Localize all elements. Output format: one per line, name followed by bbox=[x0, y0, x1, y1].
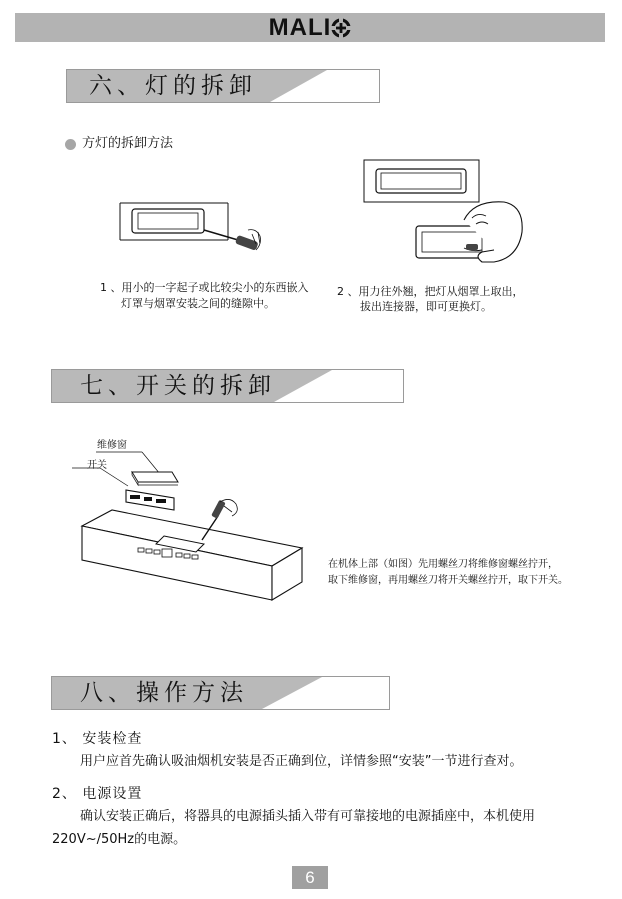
item-2-heading: 2、 电源设置 bbox=[52, 786, 143, 802]
item-2-text-line-2: 220V~/50Hz的电源。 bbox=[52, 832, 187, 847]
header-bar bbox=[15, 13, 605, 42]
section-eight-title: 八、操作方法 bbox=[80, 680, 248, 706]
switch-desc-line-2: 取下维修窗，再用螺丝刀将开关螺丝拧开，取下开关。 bbox=[328, 575, 568, 586]
cross-circle-logo-icon bbox=[331, 18, 351, 38]
lamp-removal-illustration bbox=[364, 158, 529, 270]
switch-desc-line-1: 在机体上部（如图）先用螺丝刀将维修窗螺丝拧开， bbox=[328, 559, 558, 570]
bullet-dot-icon bbox=[65, 139, 76, 150]
section-six-header bbox=[66, 69, 380, 103]
section-eight-header bbox=[51, 676, 390, 710]
label-switch: 开关 bbox=[87, 460, 107, 471]
step-1-line-1: 1 、用小的一字起子或比较尖小的东西嵌入 bbox=[100, 281, 309, 294]
section-seven-header bbox=[51, 369, 404, 403]
step-1-line-2: 灯罩与烟罩安装之间的缝隙中。 bbox=[121, 297, 275, 310]
item-1-text: 用户应首先确认吸油烟机安装是否正确到位，详情参照“安装”一节进行查对。 bbox=[80, 754, 523, 769]
section-seven-title: 七、开关的拆卸 bbox=[80, 373, 276, 399]
lamp-pry-illustration bbox=[118, 200, 268, 250]
section-six-subtitle: 方灯的拆卸方法 bbox=[82, 136, 174, 151]
page-number: 6 bbox=[292, 866, 328, 889]
step-2-line-2: 拔出连接器，即可更换灯。 bbox=[360, 300, 492, 313]
switch-removal-illustration bbox=[72, 448, 312, 608]
item-2-text-line-1: 确认安装正确后，将器具的电源插头插入带有可靠接地的电源插座中，本机使用 bbox=[80, 809, 536, 824]
step-2-line-1: 2 、用力往外翘，把灯从烟罩上取出， bbox=[337, 285, 524, 298]
brand-text: MALI bbox=[268, 14, 332, 41]
section-six-title: 六、灯的拆卸 bbox=[89, 73, 257, 99]
brand-logo bbox=[15, 13, 605, 42]
item-1-heading: 1、 安装检查 bbox=[52, 731, 143, 747]
label-repair-window: 维修窗 bbox=[97, 440, 127, 451]
